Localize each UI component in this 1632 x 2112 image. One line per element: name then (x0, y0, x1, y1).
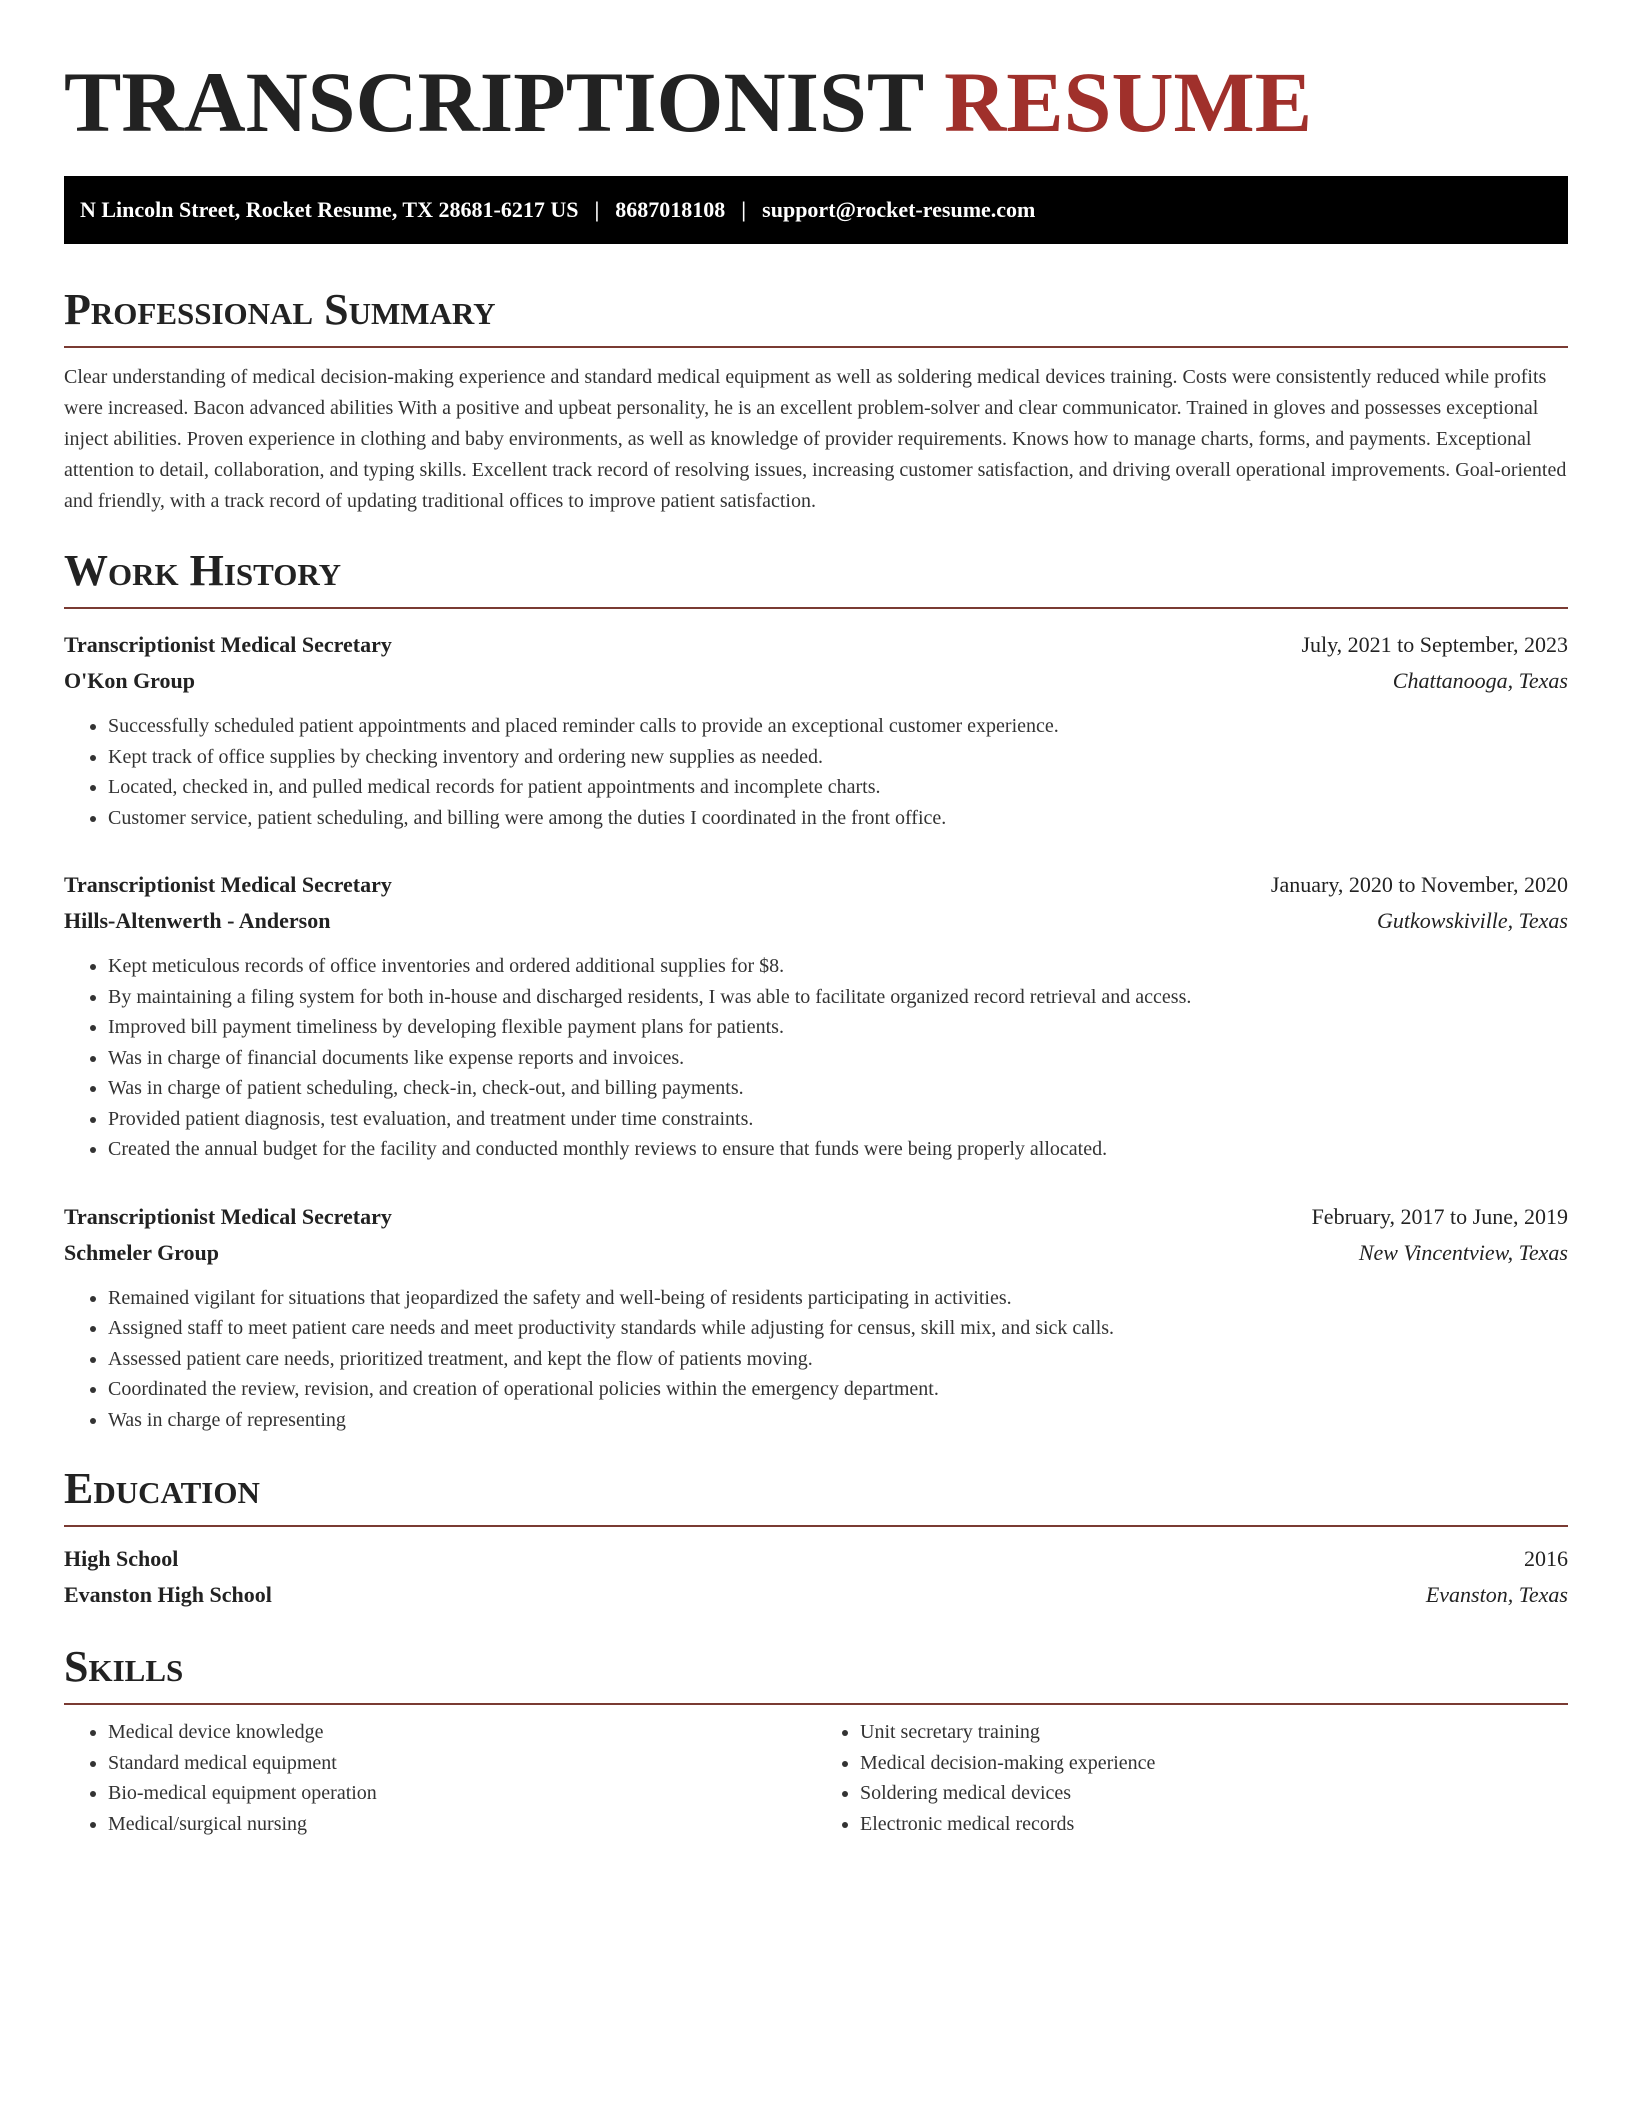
job-title: Transcriptionist Medical Secretary (64, 632, 392, 657)
skill-item: • Medical/surgical nursing (108, 1809, 816, 1840)
job-company: Hills-Altenwerth - Anderson (64, 908, 331, 933)
skill-item: • Unit secretary training (860, 1717, 1568, 1748)
skills-list-left (64, 1717, 816, 1839)
skill-item: • Electronic medical records (860, 1809, 1568, 1840)
section-divider (64, 1703, 1568, 1705)
education-year: 2016 (1524, 1546, 1568, 1571)
section-divider (64, 1525, 1568, 1527)
job-entry (64, 1199, 1568, 1436)
job-duty: • Provided patient diagnosis, test evaluation, and treatment under time constraints. (108, 1104, 1568, 1135)
job-dates: February, 2017 to June, 2019 (1311, 1203, 1568, 1229)
job-duty: • Kept meticulous records of office inventories and ordered additional supplies for $8. (108, 951, 1568, 982)
skill-item: • Medical decision-making experience (860, 1748, 1568, 1779)
job-location: Chattanooga, Texas (1392, 668, 1568, 693)
job-duty: • Kept track of office supplies by checking inventory and ordering new supplies as needed. (108, 742, 1568, 773)
job-duty: • Assigned staff to meet patient care needs and meet productivity standards while adjusting for census, skill mix, and sick calls. (108, 1313, 1568, 1344)
summary-text: Clear understanding of medical decision-making experience and standard medical equipment as well as soldering medical devices training. Costs were consistently reduced while profits were increased. Bacon advanced abilities With a positive and upbeat personality, he is an excellent problem-solver and clear communicator. Trained in gloves and possesses exceptional inject abilities. Proven experience in clothing and baby environments, as well as knowledge of provider requirements. Knows how to manage charts, forms, and payments. Exceptional attention to detail, collaboration, and typing skills. Excellent track record of resolving issues, increasing customer satisfaction, and driving overall operational improvements. Goal-oriented and friendly, with a track record of updating traditional offices to improve patient satisfaction. (64, 366, 1567, 512)
education-school: Evanston High School (64, 1582, 272, 1607)
job-duties-list (64, 1283, 1568, 1436)
contact-bar (64, 176, 1568, 244)
work-history-section (64, 545, 1568, 1435)
professional-summary-section (64, 284, 1568, 517)
education-degree: High School (64, 1546, 179, 1571)
section-divider (64, 346, 1568, 348)
job-duty: • Located, checked in, and pulled medical records for patient appointments and incomplete charts. (108, 772, 1568, 803)
contact-phone: 8687018108 (615, 197, 726, 222)
job-company: Schmeler Group (64, 1239, 220, 1265)
job-entry (64, 867, 1568, 1165)
skills-list-right (816, 1717, 1568, 1839)
resume-title (64, 52, 1568, 152)
skills-section (64, 1641, 1568, 1839)
skill-item: • Standard medical equipment (108, 1748, 816, 1779)
title-main: TRANSCRIPTIONIST (64, 54, 923, 150)
skill-item: • Bio-medical equipment operation (108, 1778, 816, 1809)
job-dates: July, 2021 to September, 2023 (1301, 632, 1568, 657)
job-duty: • Was in charge of representing (108, 1405, 1568, 1436)
section-heading-work: Work History (64, 546, 342, 595)
skill-item: • Medical device knowledge (108, 1717, 816, 1748)
job-location: New Vincentview, Texas (1358, 1239, 1568, 1265)
job-duties-list (64, 951, 1568, 1165)
section-divider (64, 607, 1568, 609)
contact-separator: | (741, 197, 747, 222)
education-entry (64, 1541, 1568, 1613)
job-company: O'Kon Group (64, 668, 196, 693)
skill-item: • Soldering medical devices (860, 1778, 1568, 1809)
job-duty: • Remained vigilant for situations that jeopardized the safety and well-being of residents participating in activities. (108, 1283, 1568, 1314)
job-duty: • Created the annual budget for the facility and conducted monthly reviews to ensure that funds were being properly allocated. (108, 1134, 1568, 1165)
education-location: Evanston, Texas (1425, 1582, 1568, 1607)
job-duties-list (64, 711, 1568, 833)
contact-address: N Lincoln Street, Rocket Resume, TX 28681-6217 US (80, 197, 579, 222)
job-duty: • Was in charge of financial documents like expense reports and invoices. (108, 1043, 1568, 1074)
section-heading-education: Education (64, 1464, 260, 1513)
job-duty: • Successfully scheduled patient appointments and placed reminder calls to provide an exceptional customer experience. (108, 711, 1568, 742)
job-dates: January, 2020 to November, 2020 (1270, 872, 1568, 897)
job-location: Gutkowskiville, Texas (1376, 908, 1568, 933)
education-section (64, 1463, 1568, 1613)
job-duty: • Improved bill payment timeliness by developing flexible payment plans for patients. (108, 1012, 1568, 1043)
job-duty: • Was in charge of patient scheduling, check-in, check-out, and billing payments. (108, 1073, 1568, 1104)
section-heading-summary: Professional Summary (64, 285, 496, 334)
contact-email: support@rocket-resume.com (762, 197, 1036, 222)
job-title: Transcriptionist Medical Secretary (64, 872, 392, 897)
skills-grid (64, 1717, 1568, 1839)
contact-separator: | (594, 197, 600, 222)
job-duty: • Coordinated the review, revision, and creation of operational policies within the emergency department. (108, 1374, 1568, 1405)
job-title: Transcriptionist Medical Secretary (64, 1203, 392, 1229)
job-duty: • By maintaining a filing system for both in-house and discharged residents, I was able to facilitate organized record retrieval and access. (108, 982, 1568, 1013)
title-accent: RESUME (944, 54, 1313, 150)
section-heading-skills: Skills (64, 1642, 184, 1691)
job-duty: • Assessed patient care needs, prioritized treatment, and kept the flow of patients moving. (108, 1344, 1568, 1375)
job-duty: • Customer service, patient scheduling, and billing were among the duties I coordinated in the front office. (108, 803, 1568, 834)
job-entry (64, 627, 1568, 833)
